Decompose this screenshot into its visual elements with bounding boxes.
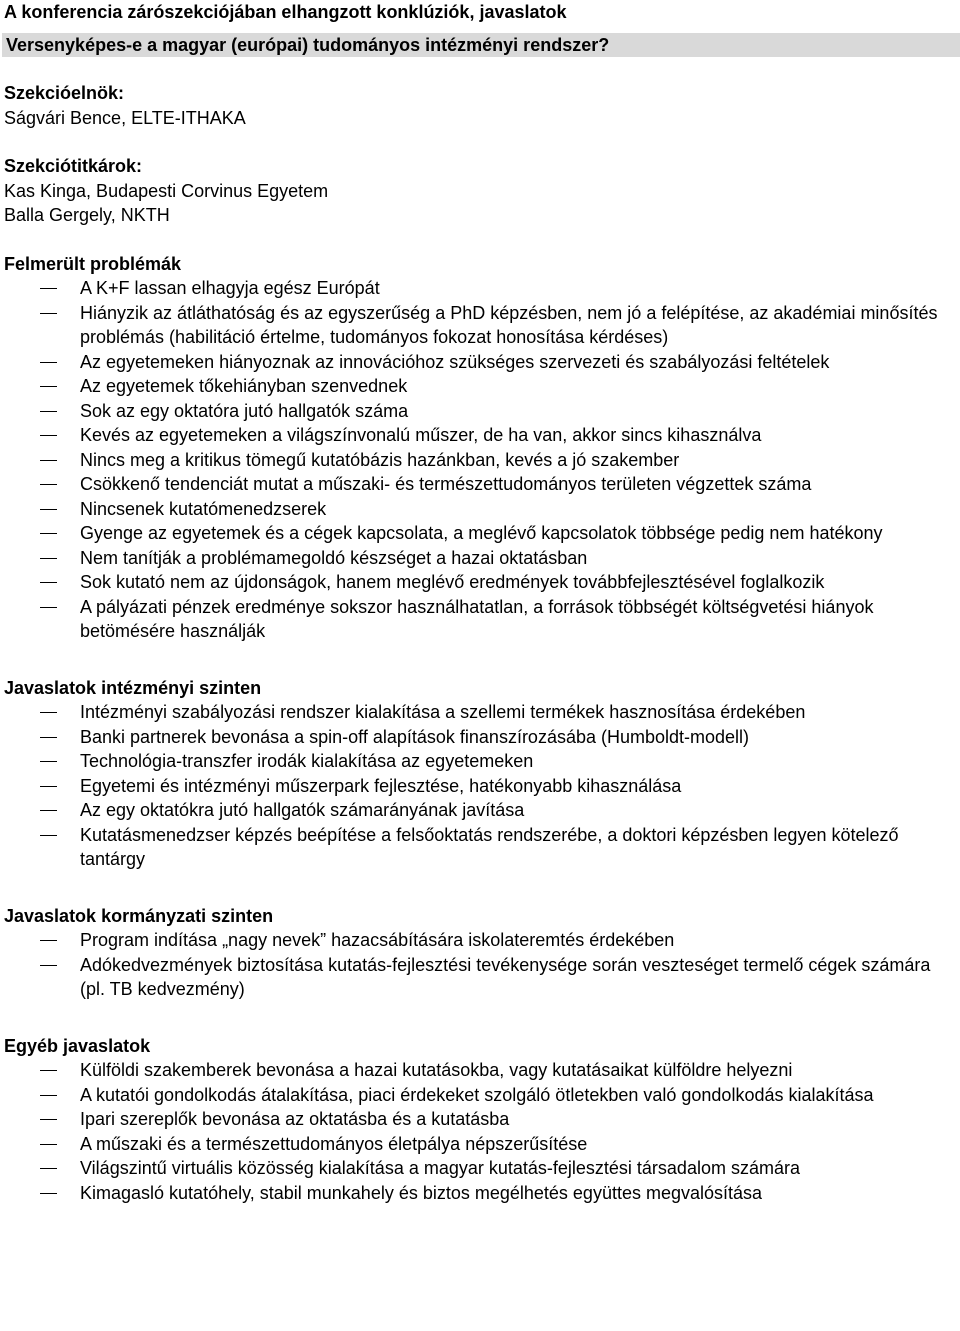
- government-heading: Javaslatok kormányzati szinten: [4, 905, 274, 926]
- list-item: A műszaki és a természettudományos életpálya népszerűsítése: [4, 1132, 960, 1157]
- list-item: A kutatói gondolkodás átalakítása, piaci érdekeket szolgáló ötletekben való gondolkodás kialakítása: [4, 1083, 960, 1108]
- other-list: [4, 1058, 960, 1205]
- document-title: A konferencia zárószekciójában elhangzott konklúziók, javaslatok: [4, 2, 567, 22]
- secretary-name: Kas Kinga, Budapesti Corvinus Egyetem: [4, 180, 329, 201]
- list-item: Egyetemi és intézményi műszerpark fejlesztése, hatékonyabb kihasználása: [4, 774, 960, 799]
- list-item: Sok kutató nem az újdonságok, hanem meglévő eredmények továbbfejlesztésével foglalkozik: [4, 570, 960, 595]
- list-item: Program indítása „nagy nevek” hazacsábítására iskolateremtés érdekében: [4, 928, 960, 953]
- chair-label: Szekcióelnök:: [4, 83, 125, 103]
- list-item: Adókedvezmények biztosítása kutatás-fejlesztési tevékenysége során veszteséget termelő cégek számára (pl. TB kedvezmény): [4, 953, 960, 1002]
- list-item: Hiányzik az átláthatóság és az egyszerűség a PhD képzésben, nem jó a felépítése, az akadémiai minősítés problémás (habilitáció értelme, tudományos fokozat honosítása kérdéses): [4, 301, 960, 350]
- list-item: Nem tanítják a problémamegoldó készséget a hazai oktatásban: [4, 546, 960, 571]
- problems-heading: Felmerült problémák: [4, 253, 182, 274]
- list-item: A pályázati pénzek eredménye sokszor használhatatlan, a források többségét költségvetési hiányok betömésére használják: [4, 595, 960, 644]
- list-item: A K+F lassan elhagyja egész Európát: [4, 276, 960, 301]
- secretary-name: Balla Gergely, NKTH: [4, 205, 170, 225]
- chair-name: Ságvári Bence, ELTE-ITHAKA: [4, 107, 246, 128]
- problems-list: [4, 276, 960, 644]
- list-item: Az egy oktatókra jutó hallgatók számarányának javítása: [4, 798, 960, 823]
- list-item: Az egyetemeken hiányoznak az innovációhoz szükséges szervezeti és szabályozási feltételek: [4, 350, 960, 375]
- list-item: Ipari szereplők bevonása az oktatásba és a kutatásba: [4, 1107, 960, 1132]
- list-item: Kutatásmenedzser képzés beépítése a felsőoktatás rendszerébe, a doktori képzésben legyen kötelező tantárgy: [4, 823, 960, 872]
- other-heading: Egyéb javaslatok: [4, 1035, 151, 1056]
- institutional-list: [4, 700, 960, 872]
- list-item: Gyenge az egyetemek és a cégek kapcsolata, a meglévő kapcsolatok többsége pedig nem hatékony: [4, 521, 960, 546]
- secretaries-label: Szekciótitkárok:: [4, 156, 143, 176]
- session-title-banner: Versenyképes-e a magyar (európai) tudományos intézményi rendszer?: [2, 33, 960, 58]
- list-item: Intézményi szabályozási rendszer kialakítása a szellemi termékek hasznosítása érdekében: [4, 700, 960, 725]
- list-item: Sok az egy oktatóra jutó hallgatók száma: [4, 399, 960, 424]
- list-item: Kimagasló kutatóhely, stabil munkahely és biztos megélhetés együttes megvalósítása: [4, 1181, 960, 1206]
- list-item: Nincsenek kutatómenedzserek: [4, 497, 960, 522]
- list-item: Kevés az egyetemeken a világszínvonalú műszer, de ha van, akkor sincs kihasználva: [4, 423, 960, 448]
- institutional-heading: Javaslatok intézményi szinten: [4, 677, 262, 698]
- list-item: Külföldi szakemberek bevonása a hazai kutatásokba, vagy kutatásaikat külföldre helyezni: [4, 1058, 960, 1083]
- list-item: Csökkenő tendenciát mutat a műszaki- és természettudományos területen végzettek száma: [4, 472, 960, 497]
- list-item: Technológia-transzfer irodák kialakítása az egyetemeken: [4, 749, 960, 774]
- list-item: Nincs meg a kritikus tömegű kutatóbázis hazánkban, kevés a jó szakember: [4, 448, 960, 473]
- list-item: Az egyetemek tőkehiányban szenvednek: [4, 374, 960, 399]
- government-list: [4, 928, 960, 1002]
- list-item: Világszintű virtuális közösség kialakítása a magyar kutatás-fejlesztési társadalom számára: [4, 1156, 960, 1181]
- list-item: Banki partnerek bevonása a spin-off alapítások finanszírozásába (Humboldt-modell): [4, 725, 960, 750]
